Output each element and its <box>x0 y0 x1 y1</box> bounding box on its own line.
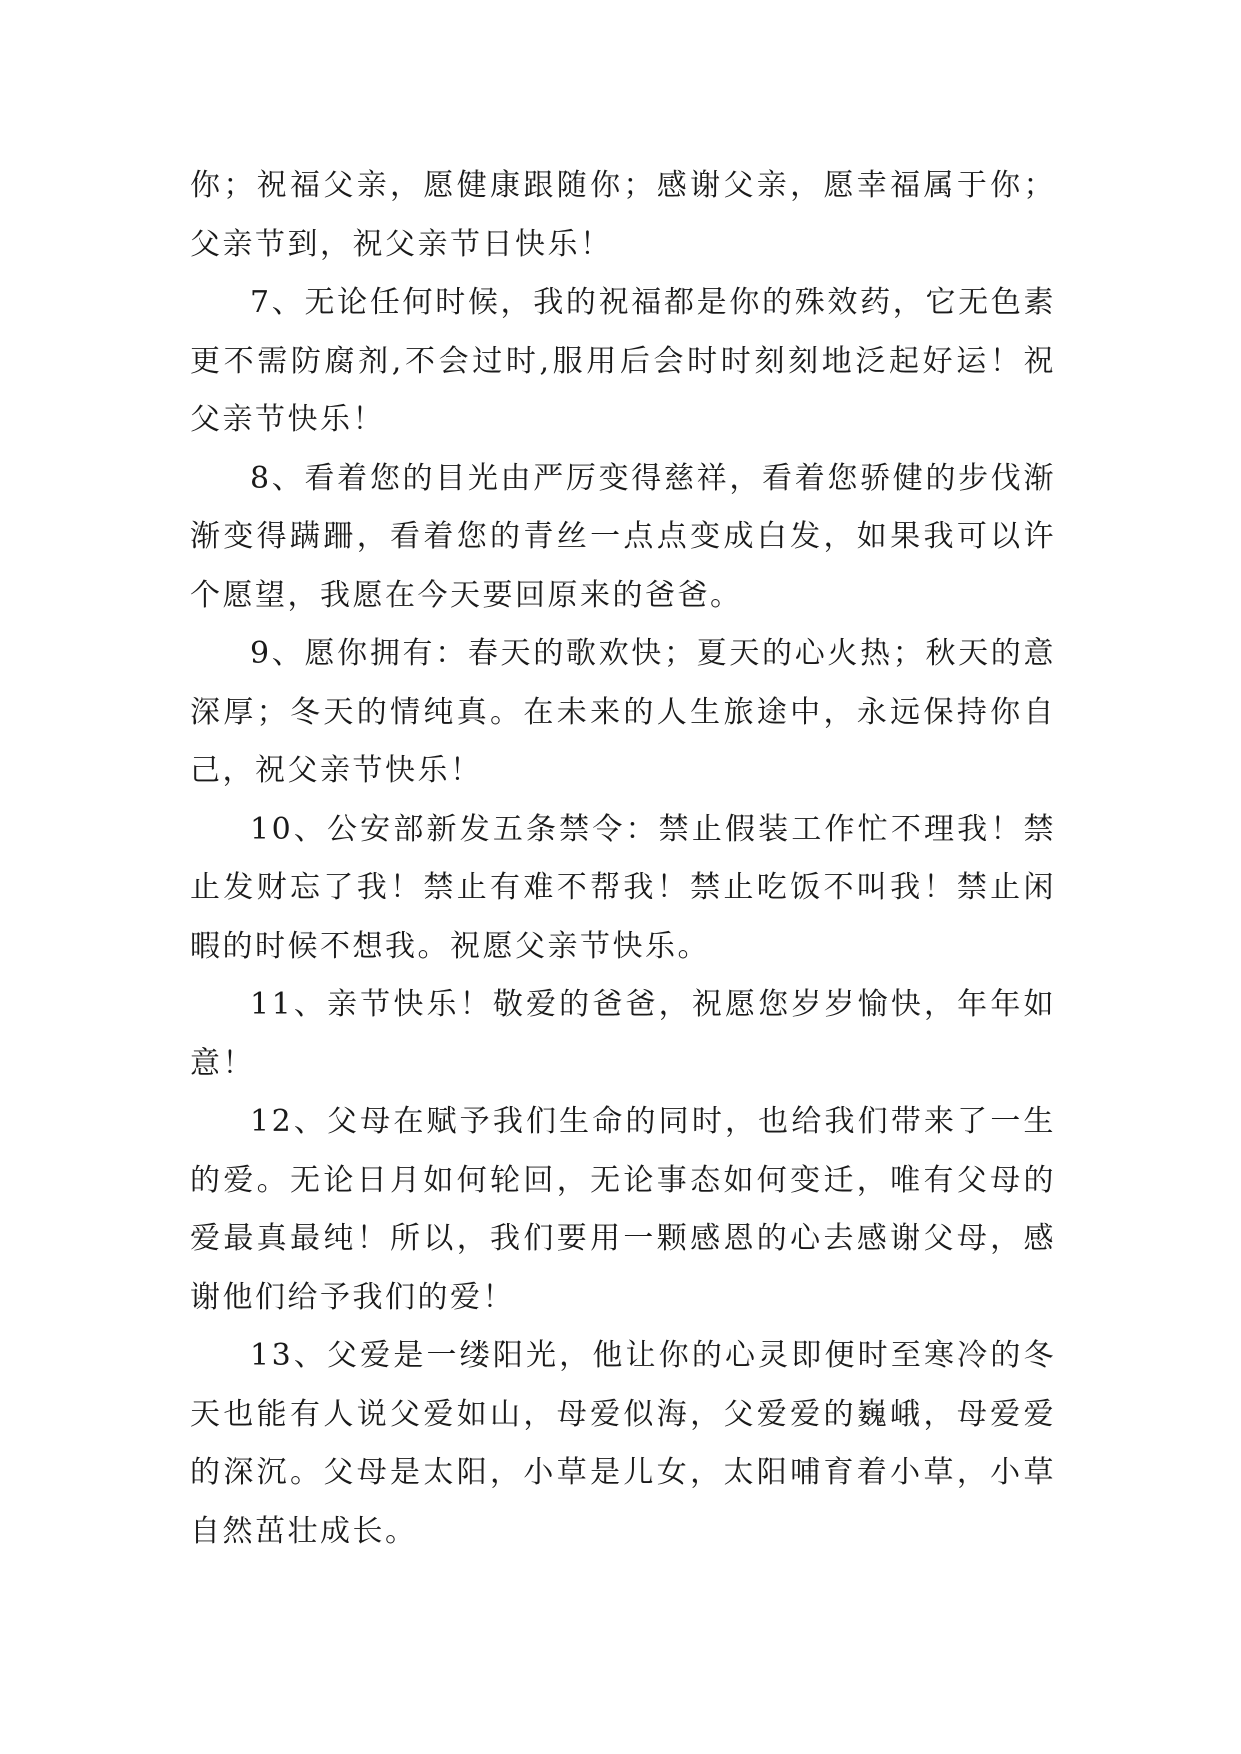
paragraph-9: 9、愿你拥有：春天的歌欢快；夏天的心火热；秋天的意深厚；冬天的情纯真。在未来的人生旅途中，永远保持你自己，祝父亲节快乐！ <box>190 636 1056 788</box>
paragraph-continued: 你；祝福父亲，愿健康跟随你；感谢父亲，愿幸福属于你；父亲节到，祝父亲节日快乐！ <box>190 168 1056 262</box>
paragraph-12: 12、父母在赋予我们生命的同时，也给我们带来了一生的爱。无论日月如何轮回，无论事态如何变迁，唯有父母的爱最真最纯！所以，我们要用一颗感恩的心去感谢父母，感谢他们给予我们的爱！ <box>190 1104 1056 1315</box>
paragraph-7: 7、无论任何时候，我的祝福都是你的殊效药，它无色素更不需防腐剂,不会过时,服用后会时时刻刻地泛起好运！祝父亲节快乐！ <box>190 285 1056 437</box>
paragraph-11: 11、亲节快乐！敬爱的爸爸，祝愿您岁岁愉快，年年如意！ <box>190 987 1056 1081</box>
paragraph-13: 13、父爱是一缕阳光，他让你的心灵即便时至寒冷的冬天也能有人说父爱如山，母爱似海，父爱爱的巍峨，母爱爱的深沉。父母是太阳，小草是儿女，太阳哺育着小草，小草自然茁壮成长。 <box>190 1338 1056 1549</box>
document-body <box>190 157 1056 1561</box>
paragraph-10: 10、公安部新发五条禁令：禁止假装工作忙不理我！禁止发财忘了我！禁止有难不帮我！禁止吃饭不叫我！禁止闲暇的时候不想我。祝愿父亲节快乐。 <box>190 811 1056 964</box>
paragraph-8: 8、看着您的目光由严厉变得慈祥，看着您骄健的步伐渐渐变得蹒跚，看着您的青丝一点点变成白发，如果我可以许个愿望，我愿在今天要回原来的爸爸。 <box>190 460 1056 613</box>
